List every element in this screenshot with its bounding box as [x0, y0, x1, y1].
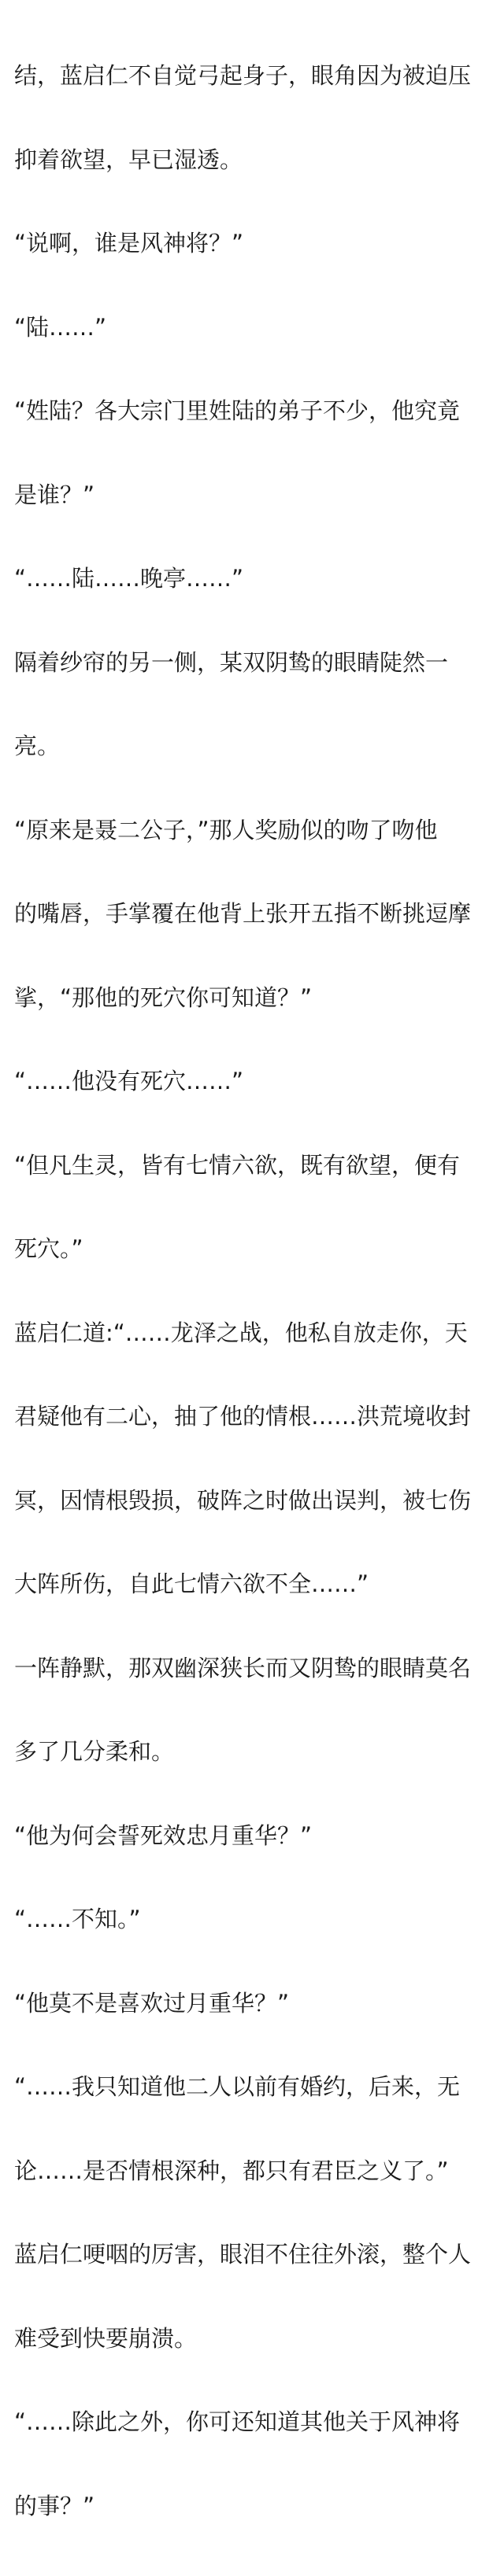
text-line: “他莫不是喜欢过月重华？”	[14, 1989, 290, 2017]
text-line: 抑着欲望，早已湿透。	[14, 146, 243, 173]
text-line: 是谁？”	[14, 481, 95, 508]
text-line: “……他没有死穴……”	[14, 1068, 244, 1094]
text-line: “姓陆？各大宗门里姓陆的弟子不少，他究竟	[14, 397, 461, 424]
text-line: “……不知。”	[14, 1906, 141, 1932]
text-line: 亮。	[14, 733, 61, 759]
text-line: 蓝启仁道:“……龙泽之战，他私自放走你，天	[14, 1319, 468, 1346]
text-line: 一阵静默，那双幽深狭长而又阴鸷的眼睛莫名	[14, 1654, 472, 1681]
text-line: 冥，因情根毁损，破阵之时做出误判，被七伤	[14, 1486, 472, 1514]
text-line: 隔着纱帘的另一侧，某双阴鸷的眼睛陡然一	[14, 648, 449, 676]
text-line: 蓝启仁哽咽的厉害，眼泪不住往外滚，整个人	[14, 2241, 472, 2268]
text-line: 多了几分柔和。	[14, 1738, 175, 1765]
text-line: “……陆……晚亭……”	[14, 565, 244, 592]
text-line: “……除此之外，你可还知道其他关于风神将	[14, 2408, 461, 2435]
text-line: 君疑他有二心，抽了他的情根……洪荒境收封	[14, 1403, 472, 1430]
text-line: 挲，“那他的死穴你可知道？”	[14, 984, 313, 1011]
text-line: 论……是否情根深种，都只有君臣之义了。”	[14, 2157, 449, 2184]
text-line: “原来是聂二公子，”那人奖励似的吻了吻他	[14, 816, 438, 843]
text-line: 难受到快要崩溃。	[14, 2324, 198, 2352]
text-line: “说啊，谁是风神将？”	[14, 230, 244, 256]
article-text	[14, 6, 490, 2576]
text-line: “但凡生灵，皆有七情六欲，既有欲望，便有	[14, 1151, 461, 1179]
text-line: “他为何会誓死效忠月重华？”	[14, 1821, 313, 1849]
text-line: 的嘴唇，手掌覆在他背上张开五指不断挑逗摩	[14, 900, 472, 927]
text-line: “……我只知道他二人以前有婚约，后来，无	[14, 2073, 461, 2100]
text-line: “陆……”	[14, 313, 107, 341]
text-line: 结，蓝启仁不自觉弓起身子，眼角因为被迫压	[14, 62, 472, 89]
text-line: 死穴。”	[14, 1235, 83, 1262]
text-line: 大阵所伤，自此七情六欲不全……”	[14, 1570, 369, 1597]
text-line: 的事？”	[14, 2492, 95, 2519]
